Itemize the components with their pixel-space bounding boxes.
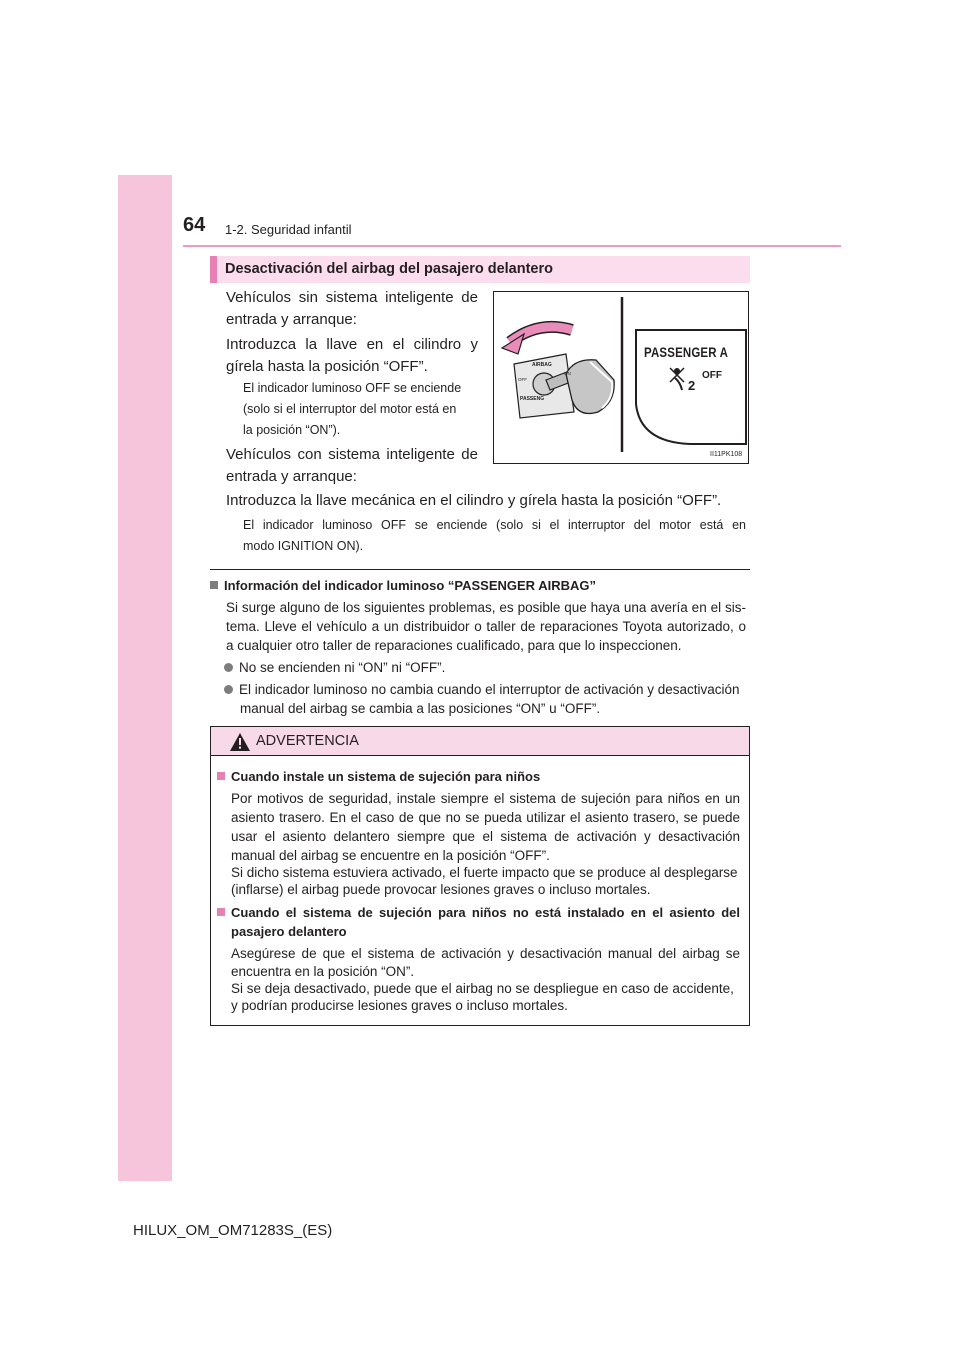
round-bullet-icon bbox=[224, 685, 233, 694]
para-without-smart-key-line2: entrada y arranque: bbox=[226, 311, 357, 328]
info-bullet-2-text-line1: El indicador luminoso no cambia cuando el interruptor de activación y desactivación bbox=[239, 682, 740, 697]
switch-airbag-label: AIRBAG bbox=[532, 362, 552, 368]
warning-item2-line2: encuentra en la posición “ON”. bbox=[231, 964, 415, 979]
warning-item1-title-text: Cuando instale un sistema de sujeción para niños bbox=[231, 769, 541, 784]
para-insert-mechanical-key: Introduzca la llave mecánica en el cilindro y gírela hasta la posición “OFF”. bbox=[226, 492, 722, 509]
note-off-indicator-line1: El indicador luminoso OFF se enciende bbox=[243, 381, 462, 395]
warning-item2-line1: Asegúrese de que el sistema de activación y desactivación manual del airbag se bbox=[231, 946, 740, 961]
para-insert-key-line2: gírela hasta la posición “OFF”. bbox=[226, 358, 428, 375]
info-text-line3: a cualquier otro taller de reparaciones cualificado, para que lo inspeccionen. bbox=[226, 638, 682, 653]
warning-header bbox=[211, 727, 749, 756]
section-divider bbox=[210, 569, 750, 570]
para-with-smart-key-line1: Vehículos con sistema inteligente de bbox=[226, 446, 478, 463]
warning-item2-line4: y podrían producirse lesiones graves o incluso mortales. bbox=[231, 998, 568, 1013]
section-title: 1-2. Seguridad infantil bbox=[225, 222, 352, 237]
warning-triangle-icon bbox=[229, 732, 251, 752]
para-without-smart-key-line1: Vehículos sin sistema inteligente de bbox=[226, 289, 478, 306]
off-label: OFF bbox=[702, 370, 722, 381]
warning-item2-title-line1 bbox=[217, 903, 740, 922]
warning-box bbox=[210, 726, 750, 1026]
warning-item1-line1: Por motivos de seguridad, instale siempre el sistema de sujeción para niños en un bbox=[231, 791, 740, 806]
passenger-label: PASSENGER A bbox=[644, 344, 729, 360]
switch-passenger-label: PASSENG bbox=[520, 396, 545, 402]
info-text-line2: tema. Lleve el vehículo a un distribuidor o taller de reparaciones Toyota autorizado, o bbox=[226, 619, 746, 634]
heading-accent bbox=[210, 256, 217, 283]
info-title bbox=[210, 576, 596, 596]
info-bullet-2 bbox=[224, 680, 748, 699]
warning-title: ADVERTENCIA bbox=[256, 733, 359, 749]
info-bullet-2-line2: manual del airbag se cambia a las posiciones “ON” u “OFF”. bbox=[240, 701, 601, 716]
warning-item1-line5: Si dicho sistema estuviera activado, el fuerte impacto que se produce al desplegarse bbox=[231, 865, 738, 880]
note-off-indicator-line3: la posición “ON”). bbox=[243, 423, 341, 437]
warning-item2-title-line2: pasajero delantero bbox=[231, 924, 347, 939]
note-off-indicator-line2: (solo si el interruptor del motor está en bbox=[243, 402, 457, 416]
para-with-smart-key-line2: entrada y arranque: bbox=[226, 468, 357, 485]
switch-off-label: OFF bbox=[518, 377, 527, 382]
seat-number-label: 2 bbox=[688, 378, 696, 393]
document-footer: HILUX_OM_OM71283S_(ES) bbox=[133, 1222, 333, 1239]
warning-item1-line6: (inflarse) el airbag puede provocar lesiones graves o incluso mortales. bbox=[231, 882, 651, 897]
airbag-switch-illustration bbox=[493, 291, 749, 464]
square-bullet-icon bbox=[217, 772, 225, 780]
warning-item2-line3: Si se deja desactivado, puede que el airbag no se despliegue en caso de accidente, bbox=[231, 981, 734, 996]
page-number: 64 bbox=[183, 214, 206, 236]
section-heading bbox=[210, 256, 750, 283]
section-heading-text: Desactivación del airbag del pasajero delantero bbox=[225, 261, 553, 277]
warning-item1-line4: manual del airbag se encuentre en la posición “OFF”. bbox=[231, 848, 550, 863]
square-bullet-icon bbox=[210, 581, 218, 589]
info-bullet-1-text: No se encienden ni “ON” ni “OFF”. bbox=[239, 660, 446, 675]
header-rule bbox=[183, 245, 841, 247]
warning-item1-line3: usar el asiento delantero siempre que el sistema de activación y desactivación bbox=[231, 829, 740, 844]
switch-on-label: ON bbox=[564, 371, 571, 376]
para-insert-key-line1: Introduzca la llave en el cilindro y bbox=[226, 336, 478, 353]
info-title-text: Información del indicador luminoso “PASSENGER AIRBAG” bbox=[224, 578, 596, 593]
note-ignition-on-line2: modo IGNITION ON). bbox=[243, 539, 364, 553]
note-ignition-on-line1: El indicador luminoso OFF se enciende (solo si el interruptor del motor está en bbox=[243, 518, 746, 532]
square-bullet-icon bbox=[217, 908, 225, 916]
figure-code: II11PK108 bbox=[710, 451, 743, 458]
round-bullet-icon bbox=[224, 663, 233, 672]
warning-item1-title bbox=[217, 767, 540, 786]
warning-item2-title-text: Cuando el sistema de sujeción para niños no está instalado en el asiento del bbox=[231, 905, 740, 920]
page-sidebar-tab bbox=[118, 175, 172, 1181]
warning-item1-line2: asiento trasero. En el caso de que no se pueda utilizar el asiento trasero, se puede bbox=[231, 810, 740, 825]
info-text-line1: Si surge alguno de los siguientes problemas, es posible que haya una avería en el sis- bbox=[226, 600, 746, 615]
info-bullet-1 bbox=[224, 658, 445, 677]
